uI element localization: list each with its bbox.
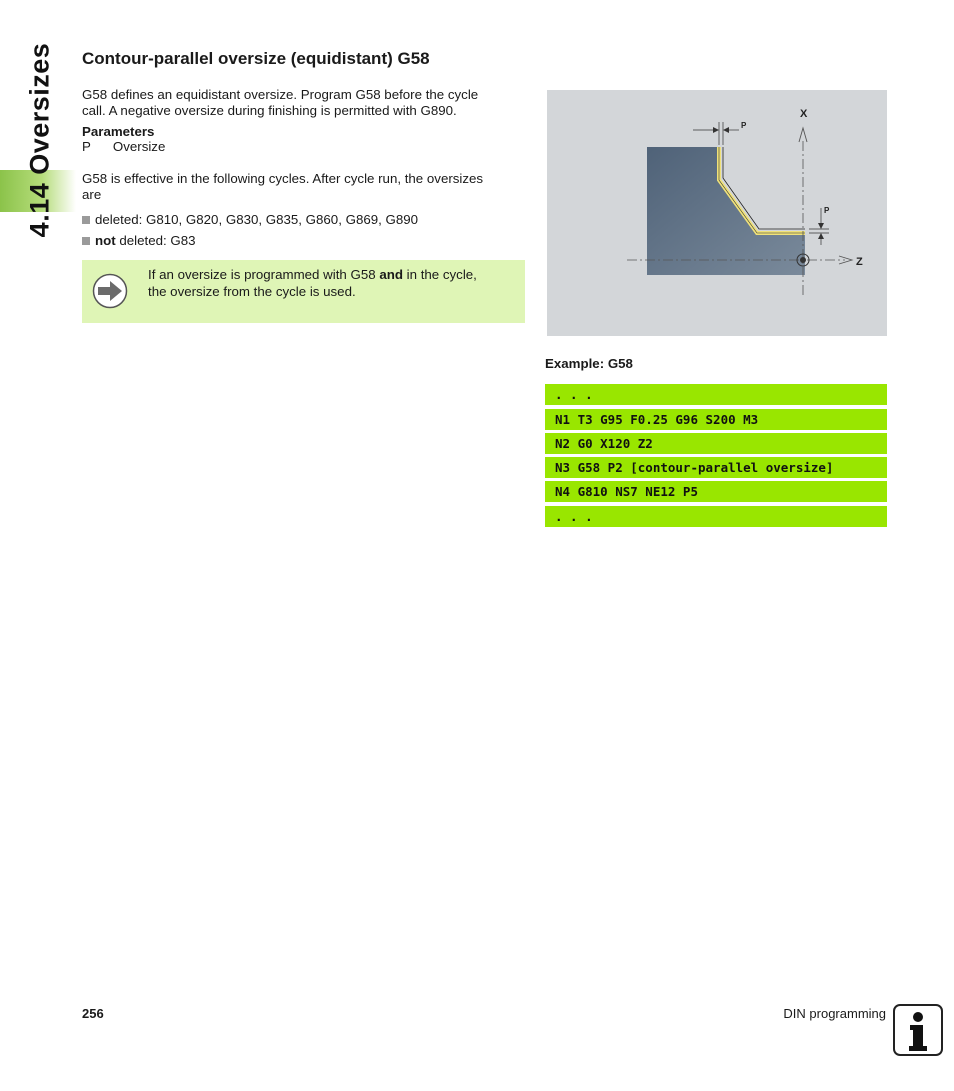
parameter-name: P — [82, 139, 91, 154]
x-axis-label: X — [800, 108, 808, 120]
footer-title: DIN programming — [783, 1006, 886, 1021]
intro-line-2: call. A negative oversize during finishing is permitted with G890. — [82, 103, 457, 118]
chapter-side-tab — [0, 0, 76, 260]
code-line: . . . — [545, 506, 887, 527]
effective-line-2: are — [82, 187, 102, 202]
parameters-title: Parameters — [82, 124, 155, 139]
note-box — [82, 260, 525, 323]
parameter-row — [82, 139, 165, 155]
example-caption: Example: G58 — [545, 356, 633, 371]
code-line: N3 G58 P2 [contour-parallel oversize] — [545, 457, 887, 478]
parameter-desc: Oversize — [112, 139, 166, 154]
workpiece-shape — [647, 147, 805, 275]
bullet-deleted — [82, 212, 418, 227]
page-number: 256 — [82, 1006, 104, 1021]
bullet-square-icon — [82, 237, 90, 245]
code-line: N4 G810 NS7 NE12 P5 — [545, 481, 887, 502]
oversize-figure — [547, 90, 887, 336]
note-text: If an oversize is programmed with G58 and in the cycle, the oversize from the cycle is used. — [148, 267, 477, 299]
code-line: . . . — [545, 384, 887, 405]
bullet-square-icon — [82, 216, 90, 224]
intro-line-1: G58 defines an equidistant oversize. Program G58 before the cycle — [82, 87, 479, 102]
p-label-top: P — [741, 121, 747, 130]
code-line: N1 T3 G95 F0.25 G96 S200 M3 — [545, 409, 887, 430]
contour-diagram — [547, 90, 887, 336]
bullet-text: deleted: G83 — [115, 233, 196, 248]
z-axis-label: Z — [856, 256, 863, 268]
info-icon — [893, 1004, 943, 1056]
bullet-not-deleted — [82, 233, 196, 248]
chapter-tab-label: 4.14 Oversizes — [24, 42, 55, 238]
arrow-right-icon — [92, 273, 128, 309]
p-label-right: P — [824, 206, 830, 215]
effective-line-1: G58 is effective in the following cycles. After cycle run, the oversizes — [82, 171, 484, 186]
bullet-text: deleted: G810, G820, G830, G835, G860, G869, G890 — [95, 212, 419, 227]
code-line: N2 G0 X120 Z2 — [545, 433, 887, 454]
section-heading: Contour-parallel oversize (equidistant) G58 — [82, 49, 430, 68]
bullet-prefix: not — [95, 233, 116, 248]
